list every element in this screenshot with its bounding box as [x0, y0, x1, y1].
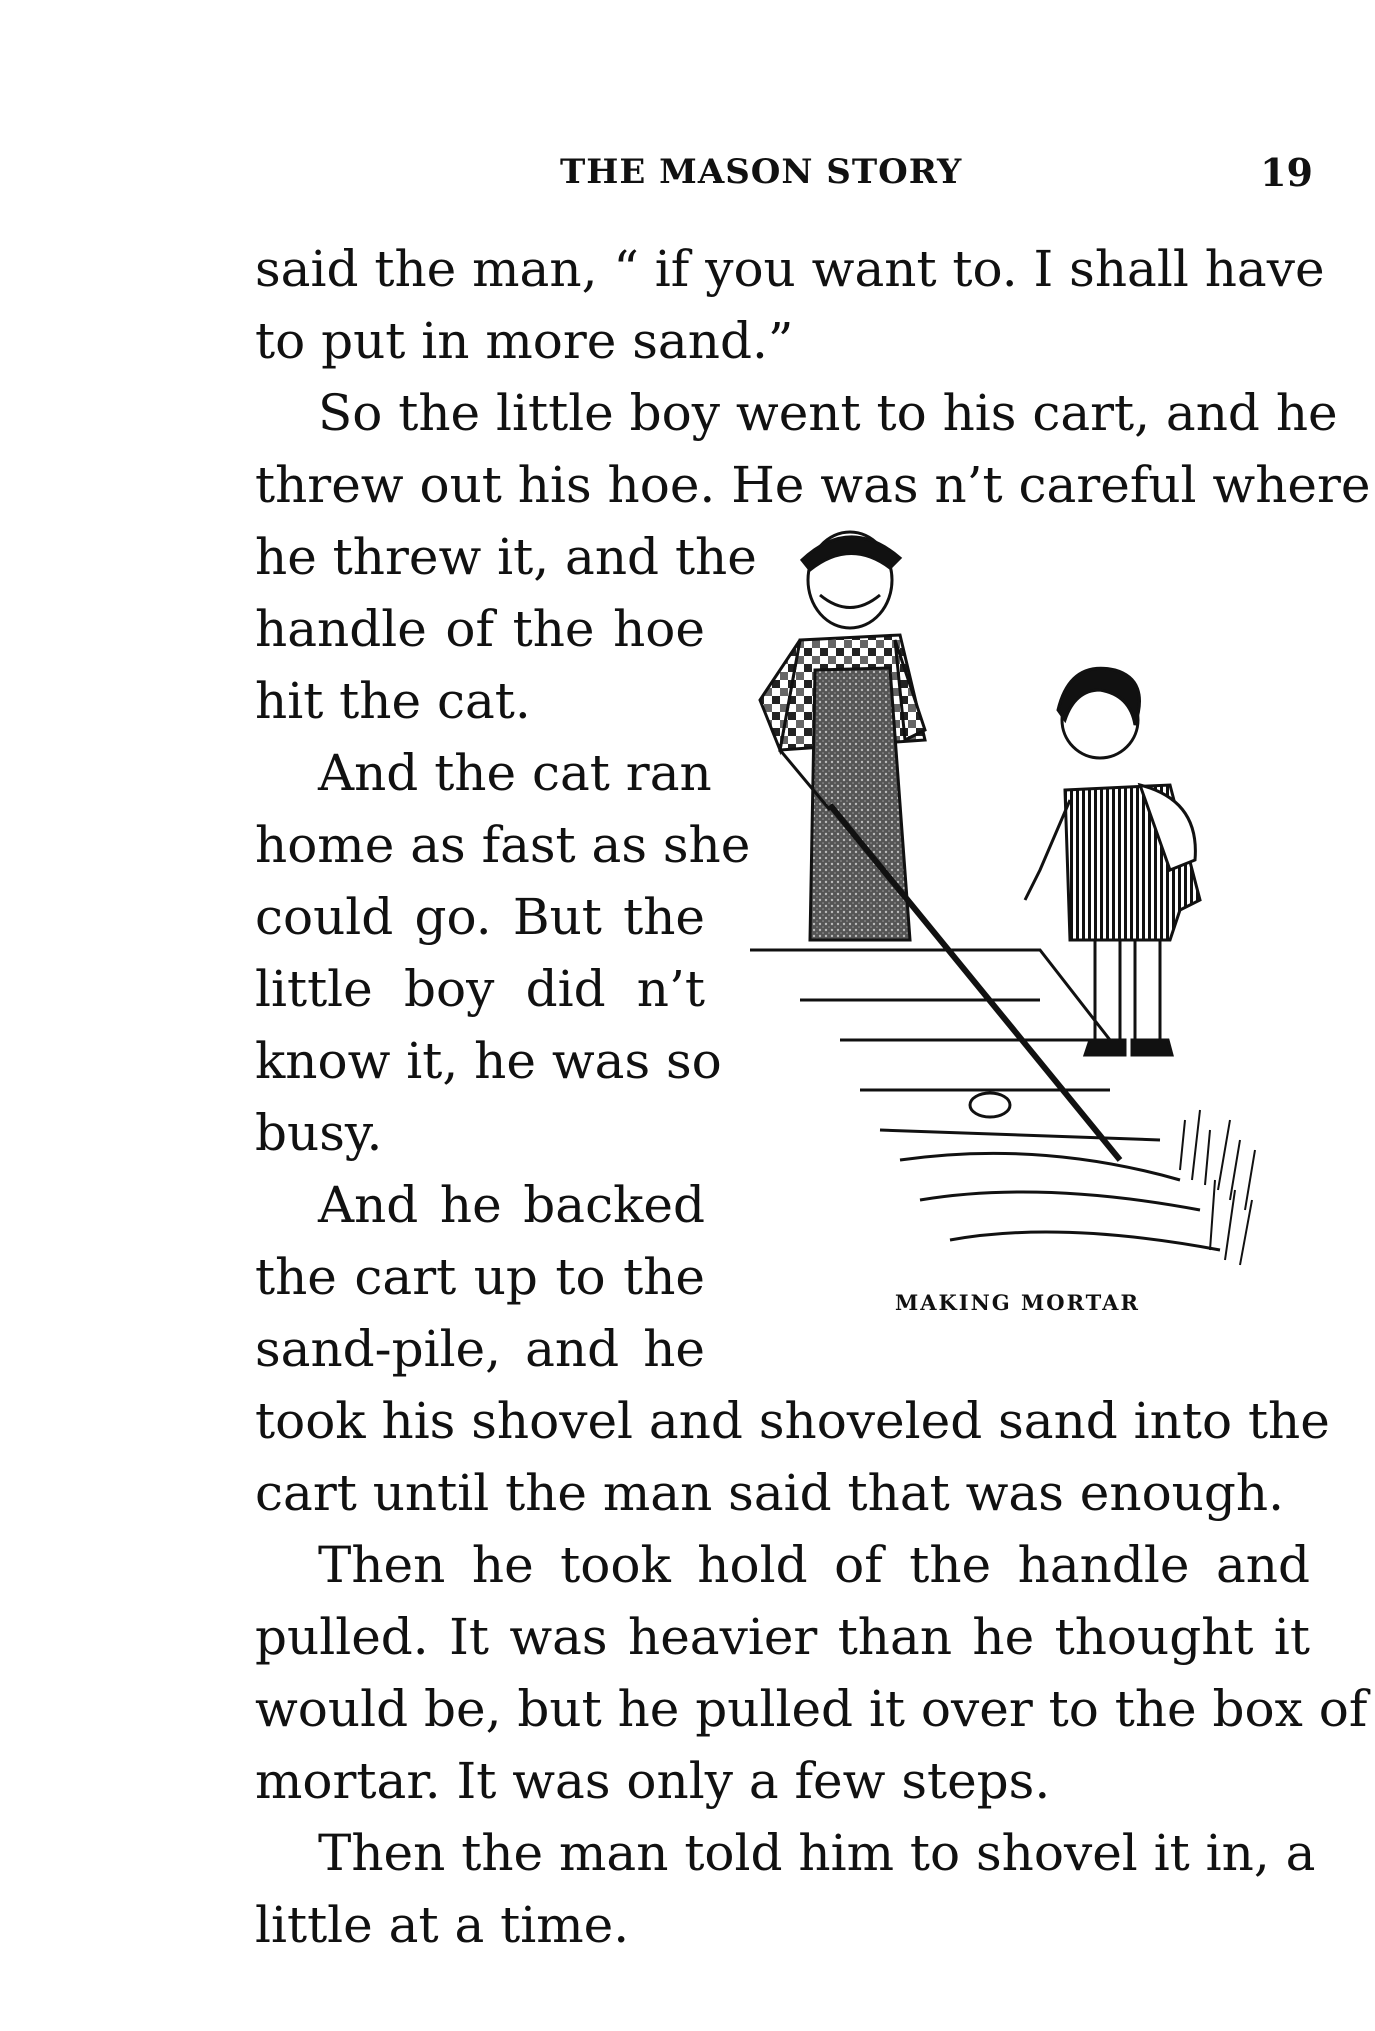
text-line: sand-pile, and he — [255, 1320, 705, 1378]
text-line: pulled. It was heavier than he thought it — [255, 1608, 1310, 1666]
text-line: So the little boy went to his cart, and he — [318, 384, 1338, 442]
page-number: 19 — [1260, 150, 1313, 195]
text-line: would be, but he pulled it over to the box of — [255, 1680, 1368, 1738]
text-line: home as fast as she — [255, 816, 751, 874]
text-line: threw out his hoe. He was n’t careful where — [255, 456, 1371, 514]
text-line: little boy did n’t — [255, 960, 705, 1018]
text-line: said the man, “ if you want to. I shall have — [255, 240, 1325, 298]
text-line: And the cat ran — [318, 744, 712, 802]
text-line: Then the man told him to shovel it in, a — [318, 1824, 1316, 1882]
text-line: cart until the man said that was enough. — [255, 1464, 1284, 1522]
illustration-making-mortar — [740, 520, 1320, 1300]
text-line: to put in more sand.” — [255, 312, 794, 370]
text-line: mortar. It was only a few steps. — [255, 1752, 1051, 1810]
running-header: THE MASON STORY — [560, 152, 963, 192]
text-line: the cart up to the — [255, 1248, 705, 1306]
grass — [1180, 1110, 1255, 1265]
text-line: handle of the hoe — [255, 600, 705, 658]
text-line: little at a time. — [255, 1896, 630, 1954]
boy-figure — [1025, 668, 1200, 1055]
mason-figure — [760, 532, 925, 940]
text-line: could go. But the — [255, 888, 705, 946]
text-line: And he backed — [318, 1176, 705, 1234]
figure-caption: MAKING MORTAR — [895, 1290, 1140, 1315]
text-line: know it, he was so — [255, 1032, 722, 1090]
text-line: Then he took hold of the handle and — [318, 1536, 1310, 1594]
text-line: hit the cat. — [255, 672, 531, 730]
text-line: busy. — [255, 1104, 383, 1162]
text-line: took his shovel and shoveled sand into the — [255, 1392, 1330, 1450]
text-line: he threw it, and the — [255, 528, 757, 586]
